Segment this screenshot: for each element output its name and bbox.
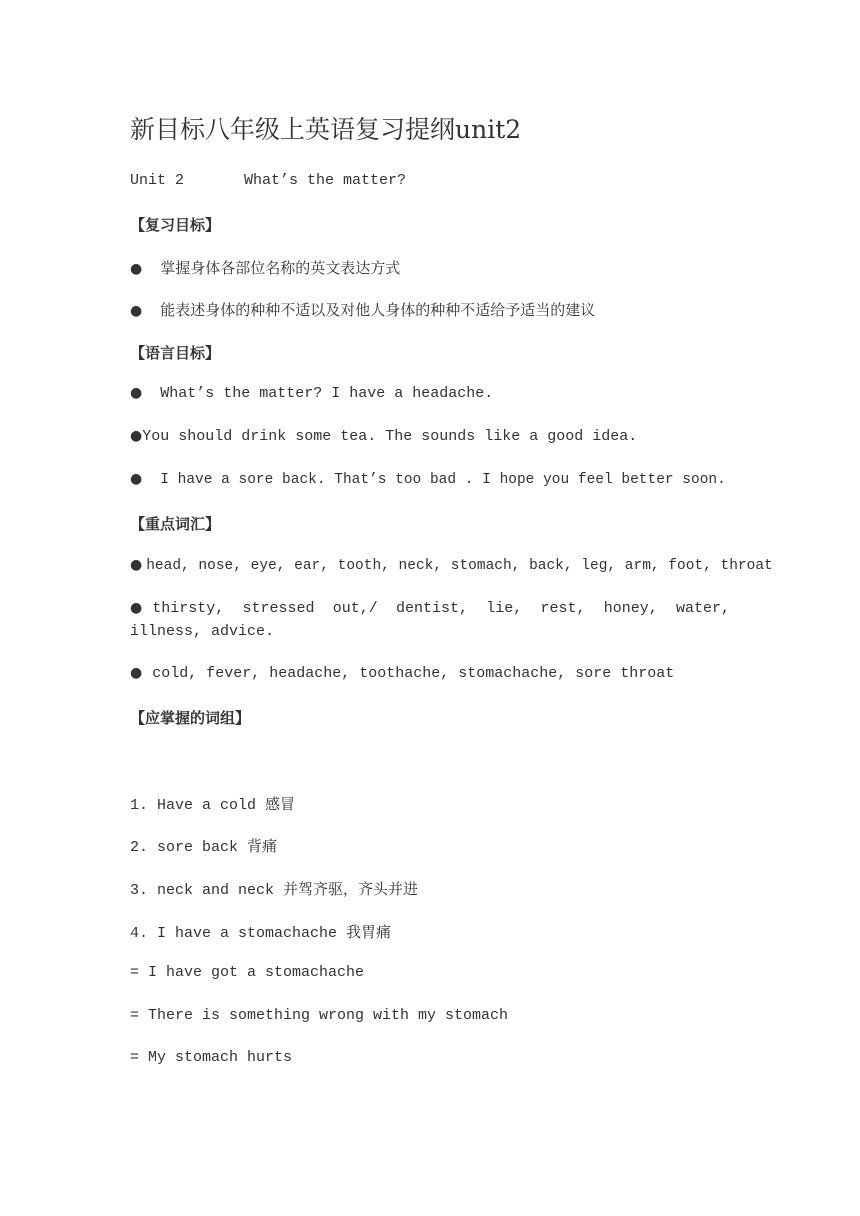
unit-title: What’s the matter? xyxy=(244,172,407,189)
bullet-icon: ● xyxy=(130,557,143,573)
bullet-icon: ● xyxy=(130,261,143,277)
language-goals-heading: 【语言目标】 xyxy=(130,344,221,362)
list-item xyxy=(130,597,730,643)
language-goal-text: I have a sore back. That’s too bad . I hope you feel better soon. xyxy=(160,472,726,488)
list-item xyxy=(130,665,674,682)
vocabulary-heading: 【重点词汇】 xyxy=(130,515,221,533)
bullet-icon: ● xyxy=(130,471,143,487)
review-goals-heading: 【复习目标】 xyxy=(130,216,221,234)
vocabulary-text: cold, fever, headache, toothache, stomachache, sore throat xyxy=(152,665,675,682)
list-item xyxy=(130,428,637,445)
list-item: = I have got a stomachache xyxy=(130,964,365,981)
phrases-heading: 【应掌握的词组】 xyxy=(130,709,251,727)
list-item: 3. neck and neck 并驾齐驱，齐头并进 xyxy=(130,882,419,899)
list-item xyxy=(130,299,595,320)
language-goal-text: You should drink some tea. The sounds like a good idea. xyxy=(142,428,638,445)
list-item xyxy=(130,257,400,278)
bullet-icon: ● xyxy=(130,428,143,444)
unit-label: Unit 2 xyxy=(130,172,185,189)
bullet-icon: ● xyxy=(130,665,143,681)
list-item xyxy=(130,385,493,402)
list-item: = My stomach hurts xyxy=(130,1049,293,1066)
review-goal-text: 能表述身体的种种不适以及对他人身体的种种不适给予适当的建议 xyxy=(160,301,596,319)
bullet-icon: ● xyxy=(130,385,143,401)
list-item: 4. I have a stomachache 我胃痛 xyxy=(130,925,392,942)
bullet-icon: ● xyxy=(130,600,143,616)
list-item xyxy=(130,557,773,574)
review-goal-text: 掌握身体各部位名称的英文表达方式 xyxy=(160,259,401,277)
unit-heading xyxy=(130,172,406,189)
bullet-icon: ● xyxy=(130,303,143,319)
list-item: 1. Have a cold 感冒 xyxy=(130,797,296,814)
list-item xyxy=(130,471,726,488)
list-item: 2. sore back 背痛 xyxy=(130,839,278,856)
language-goal-text: What’s the matter? I have a headache. xyxy=(160,385,494,402)
list-item: = There is something wrong with my stomach xyxy=(130,1007,509,1024)
document-title: 新目标八年级上英语复习提纲unit2 xyxy=(130,115,522,144)
vocabulary-text: head, nose, eye, ear, tooth, neck, stomach, back, leg, arm, foot, throat xyxy=(146,558,773,574)
vocabulary-text: thirsty, stressed out,/ dentist, lie, rest, honey, water, illness, advice. xyxy=(130,600,730,640)
